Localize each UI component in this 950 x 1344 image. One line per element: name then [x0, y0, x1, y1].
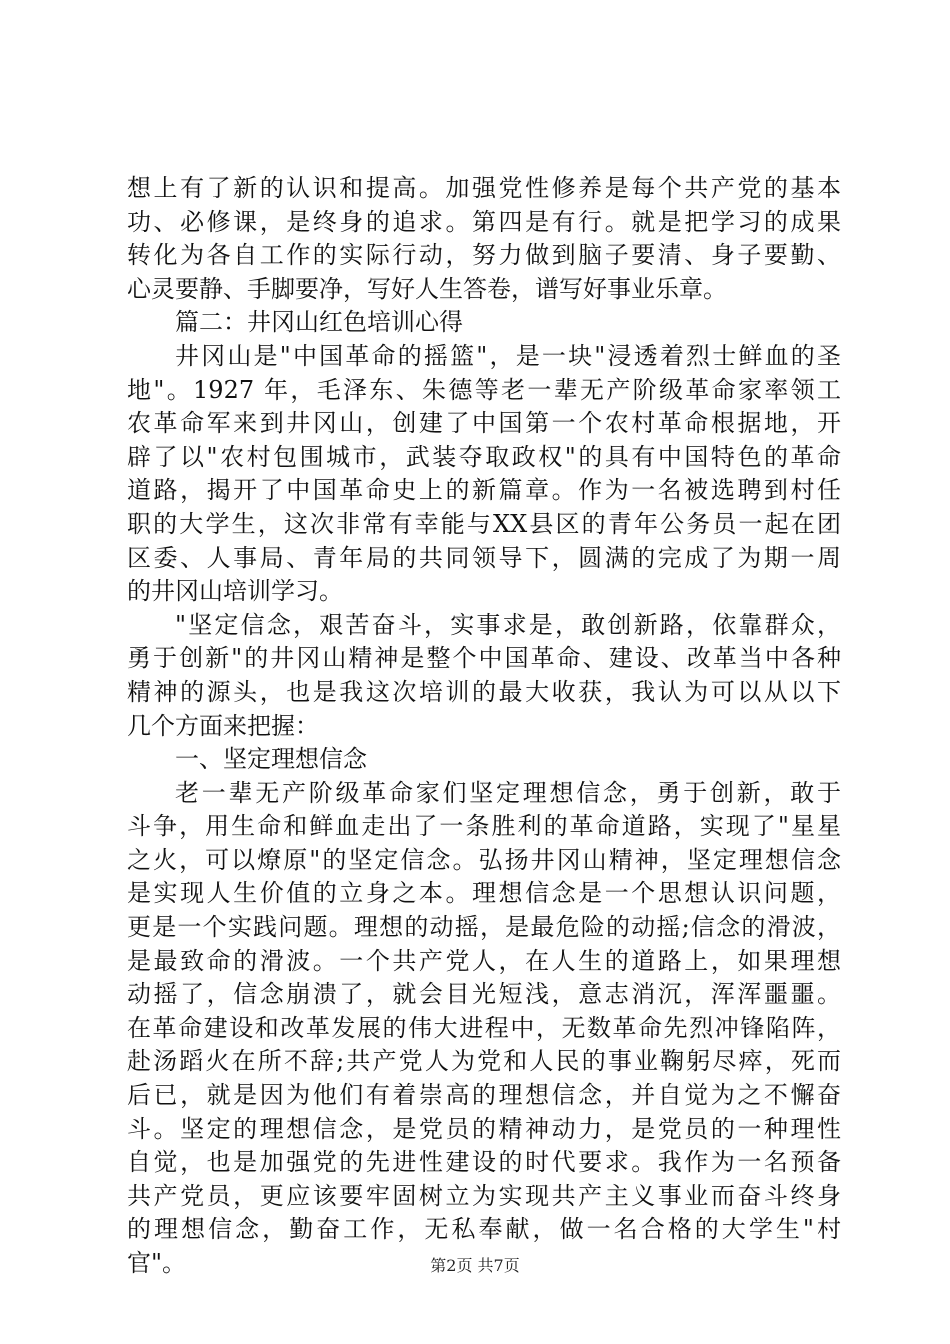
text-line: 之火，可以燎原"的坚定信念。弘扬井冈山精神，坚定理想信念: [127, 845, 841, 874]
text-line: 农革命军来到井冈山，创建了中国第一个农村革命根据地，开: [127, 409, 841, 438]
text-line: 心灵要静、手脚要净，写好人生答卷，谱写好事业乐章。: [127, 274, 727, 303]
page-number-footer: 第2页 共7页: [430, 1256, 520, 1275]
text-line: 在革命建设和改革发展的伟大进程中，无数革命先烈冲锋陷阵，: [127, 1013, 841, 1042]
text-line: 老一辈无产阶级革命家们坚定理想信念，勇于创新，敢于: [175, 778, 841, 807]
text-line: 赴汤蹈火在所不辞;共产党人为党和人民的事业鞠躬尽瘁，死而: [127, 1047, 841, 1076]
text-line: 井冈山是"中国革命的摇篮"，是一块"浸透着烈士鲜血的圣: [175, 341, 841, 370]
text-line: 共产党员，更应该要牢固树立为实现共产主义事业而奋斗终身: [127, 1181, 841, 1210]
text-line: 斗。坚定的理想信念，是党员的精神动力，是党员的一种理性: [127, 1114, 841, 1143]
text-line: 自觉，也是加强党的先进性建设的时代要求。我作为一名预备: [127, 1148, 841, 1177]
text-line: 精神的源头，也是我这次培训的最大收获，我认为可以从以下: [127, 677, 841, 706]
text-line: 斗争，用生命和鲜血走出了一条胜利的革命道路，实现了"星星: [127, 812, 841, 841]
text-line: 转化为各自工作的实际行动，努力做到脑子要清、身子要勤、: [127, 241, 841, 270]
body-text: [127, 172, 841, 1281]
text-line: 道路，揭开了中国革命史上的新篇章。作为一名被选聘到村任: [127, 476, 841, 505]
text-line: 是最致命的滑波。一个共产党人，在人生的道路上，如果理想: [127, 946, 841, 975]
section-heading: 一、坚定理想信念: [175, 745, 367, 774]
text-line: 功、必修课，是终身的追求。第四是有行。就是把学习的成果: [127, 207, 841, 236]
text-line: 地"。1927 年，毛泽东、朱德等老一辈无产阶级革命家率领工: [127, 375, 841, 404]
text-line: 几个方面来把握：: [127, 711, 319, 740]
text-line: 官"。: [127, 1249, 187, 1277]
text-line: "坚定信念，艰苦奋斗，实事求是，敢创新路，依靠群众，: [175, 610, 841, 639]
text-line: 区委、人事局、青年局的共同领导下，圆满的完成了为期一周: [127, 543, 841, 572]
text-line: 辟了以"农村包围城市，武装夺取政权"的具有中国特色的革命: [127, 442, 841, 471]
text-line: 后已，就是因为他们有着崇高的理想信念，并自觉为之不懈奋: [127, 1081, 841, 1110]
text-line: 更是一个实践问题。理想的动摇，是最危险的动摇;信念的滑波，: [127, 913, 841, 942]
text-line: 是实现人生价值的立身之本。理想信念是一个思想认识问题，: [127, 879, 841, 908]
text-line: 勇于创新"的井冈山精神是整个中国革命、建设、改革当中各种: [127, 644, 841, 673]
text-line: 职的大学生，这次非常有幸能与XX县区的青年公务员一起在团: [127, 509, 841, 538]
text-line: 的理想信念，勤奋工作，无私奉献，做一名合格的大学生"村: [127, 1215, 841, 1244]
text-line: 的井冈山培训学习。: [127, 577, 343, 606]
text-line: 动摇了，信念崩溃了，就会目光短浅，意志消沉，浑浑噩噩。: [127, 980, 841, 1009]
text-line: 想上有了新的认识和提高。加强党性修养是每个共产党的基本: [127, 174, 841, 202]
section-heading: 篇二：井冈山红色培训心得: [175, 308, 463, 337]
